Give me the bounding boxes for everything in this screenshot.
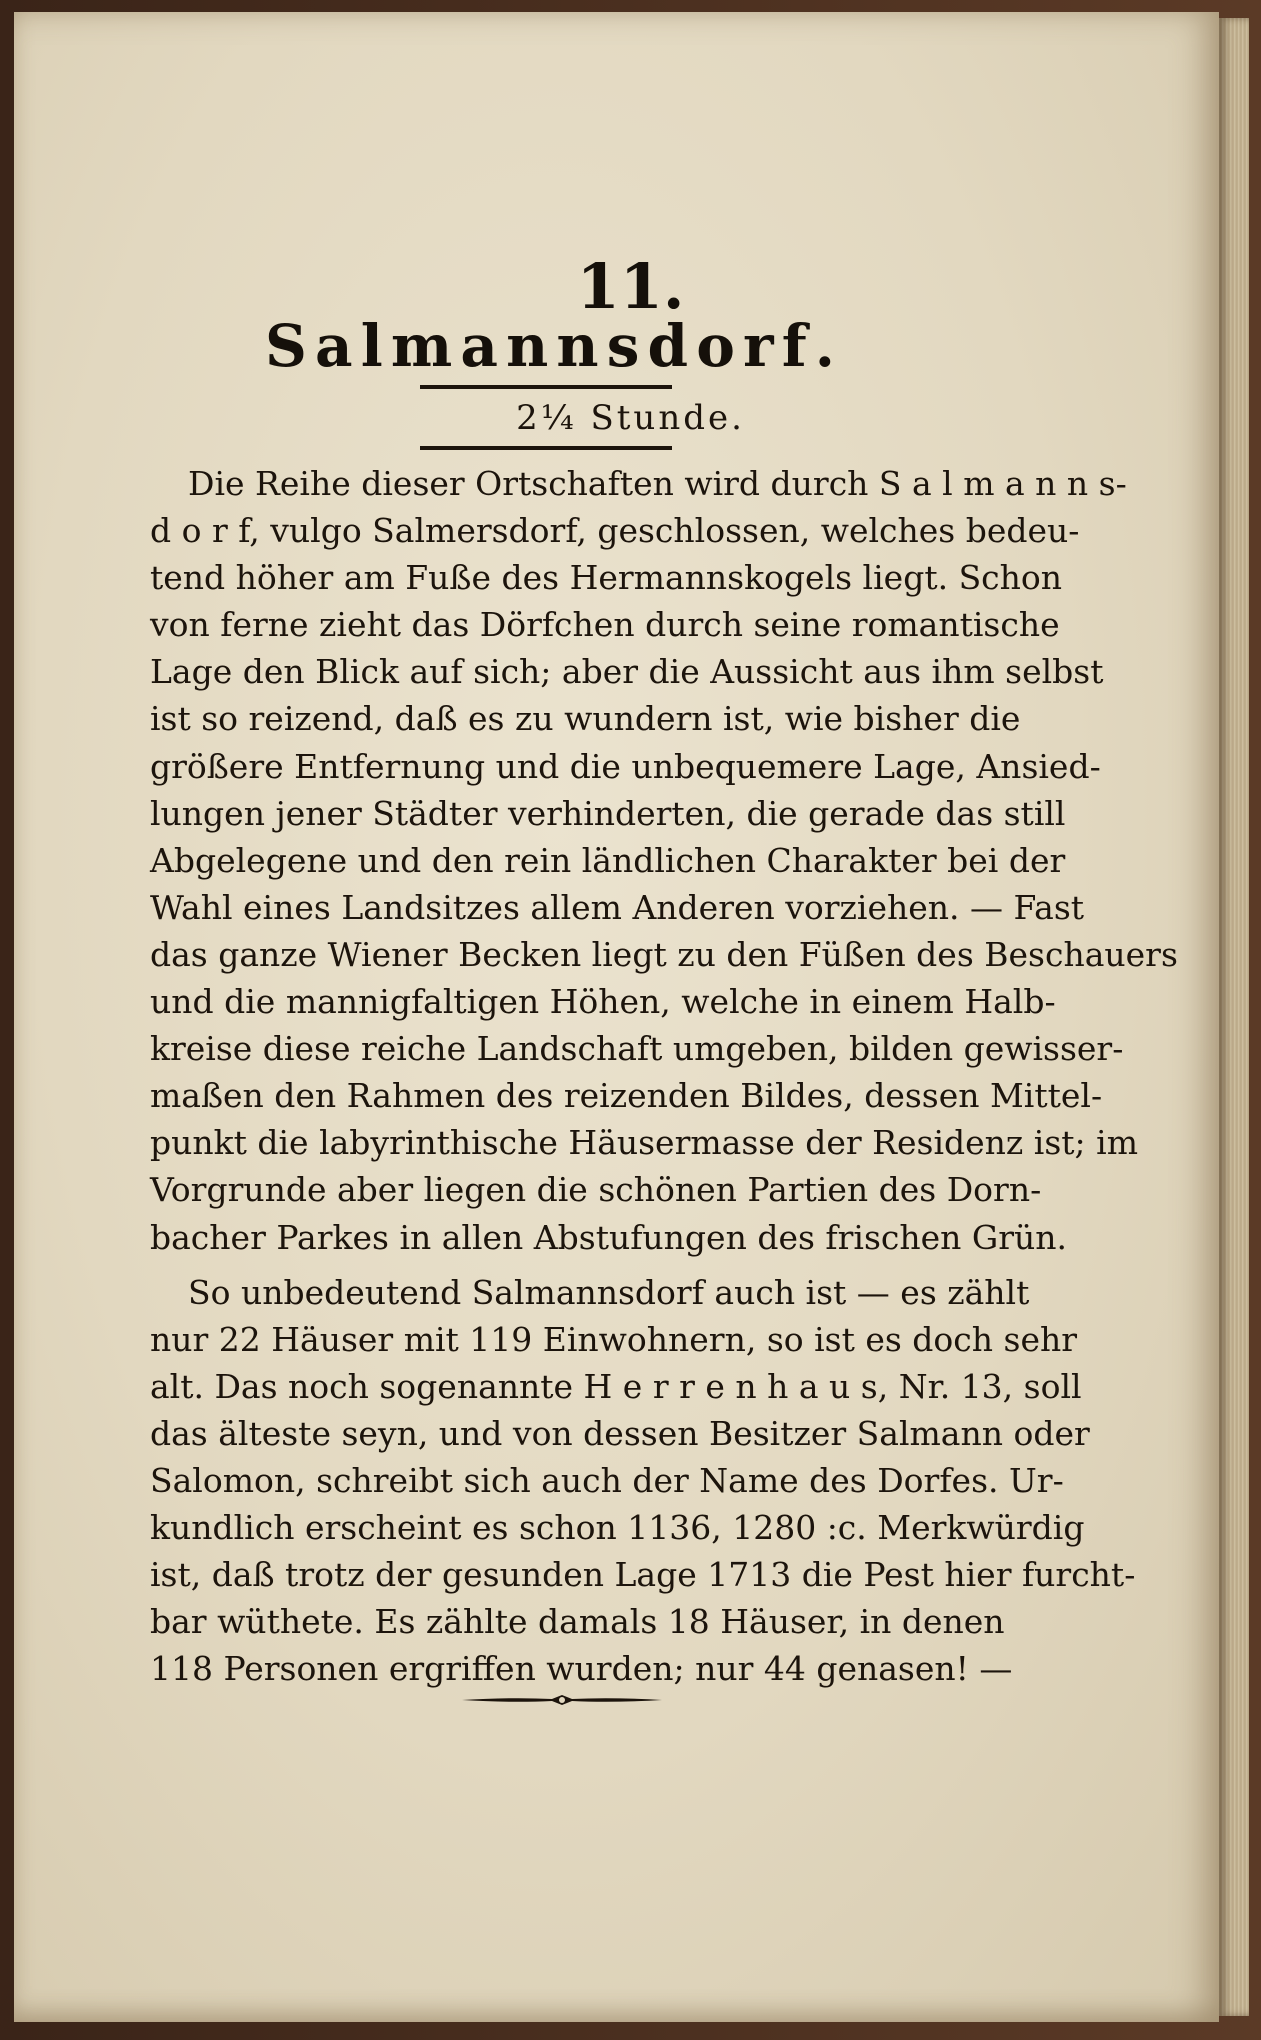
chapter-title-letter: r xyxy=(743,312,774,380)
text-line: kreise diese reiche Landschaft umgeben, bilden gewisser- xyxy=(150,1029,1124,1069)
chapter-title-letter: n xyxy=(506,312,549,380)
text-line: Wahl eines Landsitzes allem Anderen vorziehen. — Fast xyxy=(150,887,1085,927)
chapter-title-letter: a xyxy=(315,312,353,380)
text-line: von ferne zieht das Dörfchen durch seine romantische xyxy=(150,605,1060,645)
text-line: Lage den Blick auf sich; aber die Aussicht aus ihm selbst xyxy=(150,652,1104,692)
text-line: Die Reihe dieser Ortschaften wird durch S a l m a n n s- xyxy=(188,464,1127,503)
chapter-title-letter: n xyxy=(556,312,599,380)
text-line: d o r f, vulgo Salmersdorf, geschlossen, welches bedeu- xyxy=(150,511,1080,551)
text-line: ist, daß trotz der gesunden Lage 1713 die Pest hier furcht- xyxy=(150,1555,1136,1595)
chapter-title-letter: d xyxy=(647,312,689,380)
text-line: und die mannigfaltigen Höhen, welche in einem Halb- xyxy=(150,982,1056,1022)
title-rule-bottom xyxy=(420,446,672,450)
chapter-title-letter: s xyxy=(606,312,640,380)
text-line: maßen den Rahmen des reizenden Bildes, dessen Mittel- xyxy=(150,1076,1103,1116)
chapter-title-letter: m xyxy=(390,312,453,380)
chapter-number: 11. xyxy=(576,250,685,323)
text-line: Salomon, schreibt sich auch der Name des Dorfes. Ur- xyxy=(150,1460,1064,1500)
distance-label: 2¼ Stunde. xyxy=(516,398,745,438)
chapter-title-letter: l xyxy=(360,312,383,380)
text-line: lungen jener Städter verhinderten, die gerade das still xyxy=(150,793,1066,833)
text-line: Abgelegene und den rein ländlichen Charakter bei der xyxy=(150,840,1066,880)
text-line: So unbedeutend Salmannsdorf auch ist — es zählt xyxy=(188,1272,1030,1312)
text-line: 118 Personen ergriffen wurden; nur 44 genasen! — xyxy=(150,1649,1013,1689)
chapter-title-letter: . xyxy=(814,312,835,380)
chapter-title-letter: f xyxy=(781,312,807,380)
text-line: Vorgrunde aber liegen die schönen Partien des Dorn- xyxy=(150,1170,1042,1210)
end-ornament xyxy=(462,1692,662,1708)
text-line: kundlich erscheint es schon 1136, 1280 :c. Merkwürdig xyxy=(150,1508,1085,1548)
text-line: tend höher am Fuße des Hermannskogels liegt. Schon xyxy=(150,558,1063,598)
chapter-title-letter: o xyxy=(696,312,735,380)
text-line: alt. Das noch sogenannte H e r r e n h a u s, Nr. 13, soll xyxy=(150,1366,1082,1406)
text-line: punkt die labyrinthische Häusermasse der Residenz ist; im xyxy=(150,1123,1138,1163)
text-line: größere Entfernung und die unbequemere Lage, Ansied- xyxy=(150,746,1101,786)
text-line: ist so reizend, daß es zu wundern ist, wie bisher die xyxy=(150,699,1021,739)
chapter-title-letter: a xyxy=(460,312,498,380)
chapter-title-letter: S xyxy=(265,312,307,380)
text-line: das ganze Wiener Becken liegt zu den Füßen des Beschauers xyxy=(150,934,1178,974)
body-text xyxy=(150,460,1178,1692)
text-line: das älteste seyn, und von dessen Besitzer Salmann oder xyxy=(150,1413,1090,1453)
text-line: nur 22 Häuser mit 119 Einwohnern, so ist es doch sehr xyxy=(150,1319,1078,1359)
text-line: bacher Parkes in allen Abstufungen des frischen Grün. xyxy=(150,1217,1068,1257)
chapter-title xyxy=(265,312,835,380)
text-line: bar wüthete. Es zählte damals 18 Häuser, in denen xyxy=(150,1602,1005,1642)
title-rule-top xyxy=(420,385,672,389)
